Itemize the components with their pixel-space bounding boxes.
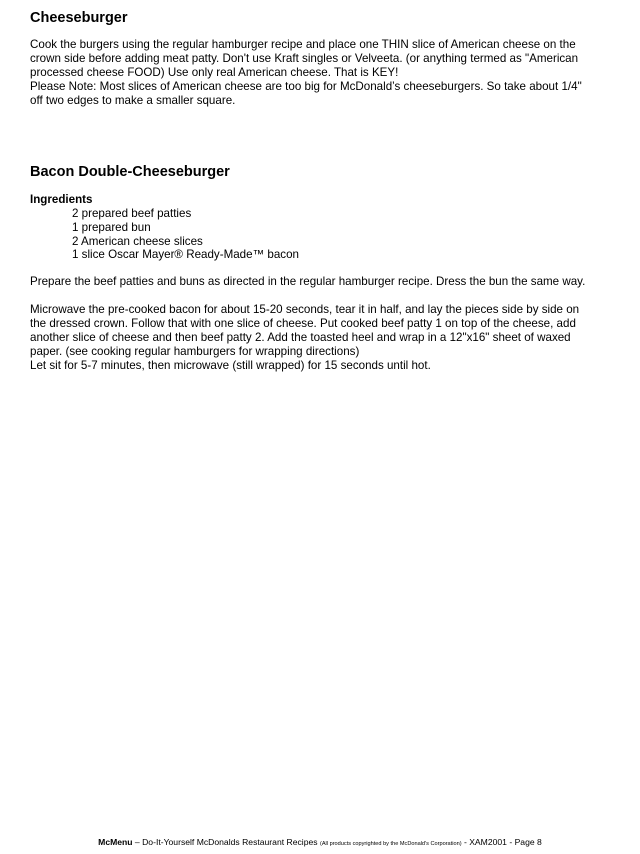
- bacon-double-cheeseburger-title: Bacon Double-Cheeseburger: [30, 164, 230, 180]
- ingredients-list: [72, 207, 299, 262]
- cheeseburger-title: Cheeseburger: [30, 10, 128, 26]
- page-footer: [0, 837, 640, 850]
- body-line: Please Note: Most slices of American cheese are too big for McDonald’s cheeseburgers. So take about 1/4": [30, 79, 582, 93]
- prep-paragraph: Prepare the beef patties and buns as directed in the regular hamburger recipe. Dress the bun the same way.: [30, 275, 586, 288]
- ingredients-heading: Ingredients: [30, 193, 93, 206]
- body-line: another slice of cheese and then beef patty 2. Add the toasted heel and wrap in a 12"x16" sheet of waxed: [30, 330, 571, 344]
- body-line: Microwave the pre-cooked bacon for about 15-20 seconds, tear it in half, and lay the pieces side by side on: [30, 303, 580, 316]
- footer-brand: McMenu: [98, 837, 133, 847]
- footer-text: – Do-It-Yourself McDonalds Restaurant Recipes: [132, 837, 320, 847]
- instructions-paragraph: [30, 303, 610, 373]
- list-item: 1 slice Oscar Mayer® Ready-Made™ bacon: [72, 248, 299, 262]
- body-line: the dressed crown. Follow that with one slice of cheese. Put cooked beef patty 1 on top of the cheese, add: [30, 316, 576, 330]
- body-line: processed cheese FOOD) Use only real American cheese. That is KEY!: [30, 65, 399, 79]
- cheeseburger-body: [30, 38, 610, 108]
- body-line: off two edges to make a smaller square.: [30, 93, 236, 107]
- footer-copyright: (All products copyrighted by the McDonald's Corporation): [319, 841, 462, 847]
- body-line: crown side before adding meat patty. Don't use Kraft singles or Velveeta. (or anything termed as "American: [30, 51, 579, 65]
- footer-page-number: - XAM2001 - Page 8: [461, 837, 542, 847]
- list-item: 1 prepared bun: [72, 220, 151, 234]
- body-line: Let sit for 5-7 minutes, then microwave (still wrapped) for 15 seconds until hot.: [30, 358, 431, 372]
- body-line: Cook the burgers using the regular hamburger recipe and place one THIN slice of American cheese on the: [30, 38, 576, 51]
- list-item: 2 prepared beef patties: [72, 207, 192, 220]
- list-item: 2 American cheese slices: [72, 234, 203, 248]
- body-line: paper. (see cooking regular hamburgers for wrapping directions): [30, 344, 360, 358]
